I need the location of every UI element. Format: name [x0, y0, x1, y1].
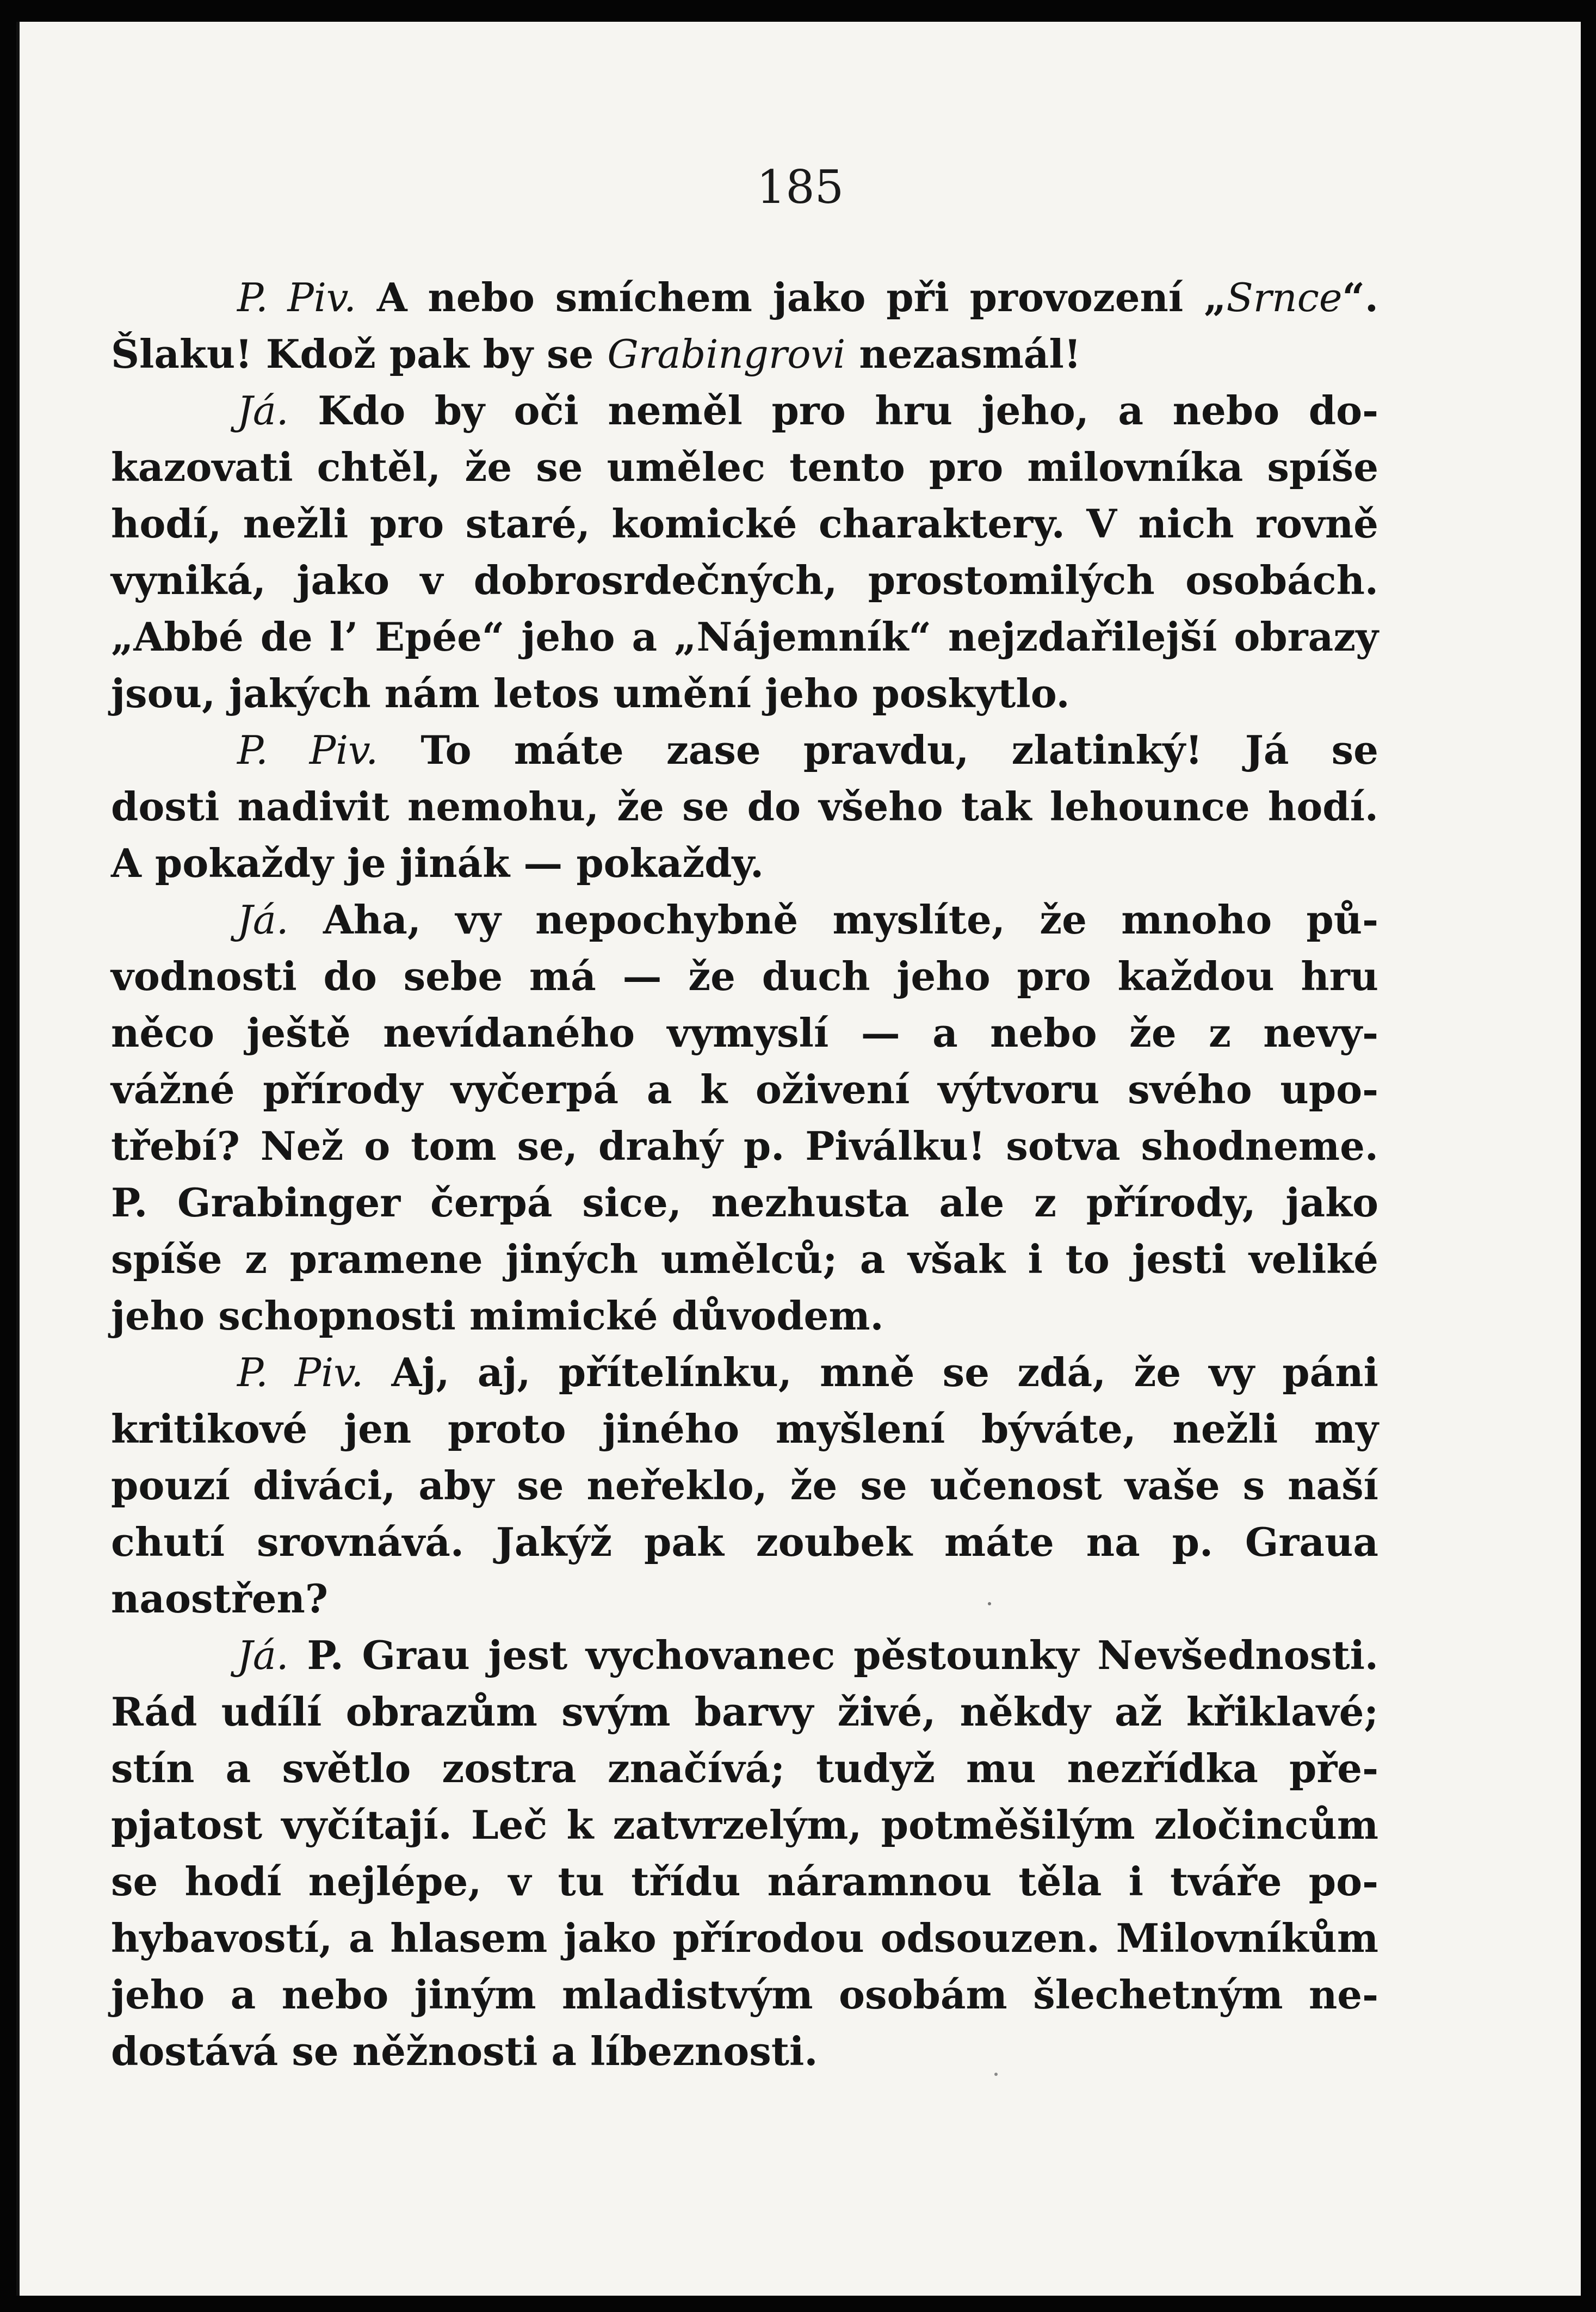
text-line: [111, 1288, 1378, 1344]
page-number: 185: [756, 160, 844, 214]
text-run: spíše z pramene jiných umělců; a však i to jesti veliké: [111, 1236, 1378, 1282]
text-line: [111, 1853, 1378, 1910]
text-line: [111, 1514, 1378, 1571]
text-line: [111, 1740, 1378, 1797]
text-run: chutí srovnává. Jakýž pak zoubek máte na p. Graua: [111, 1519, 1378, 1565]
text-line: [111, 1684, 1378, 1740]
text-line: [111, 1005, 1378, 1061]
text-run: dosti nadivit nemohu, že se do všeho tak lehounce hodí.: [111, 783, 1378, 830]
text-line: [111, 552, 1378, 609]
text-run: vodnosti do sebe má — že duch jeho pro každou hru: [111, 953, 1378, 999]
text-line: [111, 1401, 1378, 1457]
text-run: Kdo by oči neměl pro hru jeho, a nebo do-: [288, 387, 1378, 434]
text-line: [237, 1627, 1378, 1684]
text-line: [111, 1910, 1378, 1967]
text-line: [111, 1967, 1378, 2023]
text-run: A nebo smíchem jako při provození „: [356, 274, 1227, 320]
scan-speck: [988, 1602, 991, 1605]
text-run: pouzí diváci, aby se neřeklo, že se učenost vaše s naší: [111, 1462, 1378, 1509]
text-run: kritikové jen proto jiného myšlení býváte, nežli my: [111, 1406, 1378, 1452]
book-page: [16, 22, 1581, 2296]
text-run: Aj, aj, přítelínku, mně se zdá, že vy páni: [363, 1349, 1379, 1395]
text-run: dostává se něžnosti a líbeznosti.: [111, 2028, 818, 2074]
text-run: stín a světlo zostra značívá; tudyž mu nezřídka pře-: [111, 1745, 1378, 1791]
text-run: pjatost vyčítají. Leč k zatvrzelým, potměšilým zločincům: [111, 1802, 1378, 1848]
text-line: [111, 609, 1378, 665]
text-line: [111, 1797, 1378, 1853]
text-line: [111, 835, 1378, 892]
speaker-label: P. Piv.: [237, 1350, 364, 1395]
text-line: [237, 382, 1378, 439]
text-run: To máte zase pravdu, zlatinký! Já se: [378, 727, 1378, 773]
text-run: vážné přírody vyčerpá a k oživení výtvoru svého upo-: [111, 1066, 1378, 1112]
text-run: Šlaku! Kdož pak by se: [111, 331, 608, 377]
text-run: třebí? Než o tom se, drahý p. Piválku! sotva shodneme.: [111, 1123, 1378, 1169]
text-run: jsou, jakých nám letos umění jeho poskytlo.: [111, 670, 1070, 716]
text-line: [111, 1061, 1378, 1118]
text-run: Aha, vy nepochybně myslíte, že mnoho pů-: [288, 897, 1378, 943]
text-line: [111, 2023, 1378, 2080]
speaker-label: Grabingrovi: [607, 331, 846, 377]
text-line: [111, 439, 1378, 496]
text-run: hybavostí, a hlasem jako přírodou odsouzen. Milovníkům: [111, 1915, 1378, 1961]
speaker-label: Já.: [237, 388, 289, 434]
speaker-label: Já.: [237, 897, 289, 943]
speaker-label: P. Piv.: [237, 275, 356, 320]
text-line: [237, 269, 1378, 326]
text-run: A pokaždy je jinák — pokaždy.: [111, 840, 764, 886]
text-line: [111, 778, 1378, 835]
speaker-label: P. Piv.: [237, 727, 379, 773]
text-run: jeho a nebo jiným mladistvým osobám šlechetným ne-: [111, 1971, 1378, 2018]
text-line: [111, 1174, 1378, 1231]
scan-speck: [994, 2073, 998, 2076]
text-line: [237, 892, 1378, 948]
text-line: [237, 722, 1378, 778]
text-line: [111, 1571, 1378, 1627]
text-line: [237, 1344, 1378, 1401]
text-run: kazovati chtěl, že se umělec tento pro milovníka spíše: [111, 444, 1378, 490]
text-line: [111, 326, 1378, 382]
text-run: Rád udílí obrazům svým barvy živé, někdy až křiklavé;: [111, 1689, 1378, 1735]
text-line: [111, 1457, 1378, 1514]
text-run: hodí, nežli pro staré, komické charaktery. V nich rovně: [111, 500, 1378, 547]
text-run: P. Grabinger čerpá sice, nezhusta ale z přírody, jako: [111, 1179, 1378, 1226]
text-line: [111, 665, 1378, 722]
text-run: něco ještě nevídaného vymyslí — a nebo že z nevy-: [111, 1010, 1378, 1056]
text-run: nezasmál!: [845, 331, 1081, 377]
text-run: “.: [1342, 274, 1378, 320]
text-line: [111, 1231, 1378, 1288]
speaker-label: Srnce: [1226, 275, 1343, 320]
speaker-label: Já.: [237, 1633, 289, 1678]
text-run: se hodí nejlépe, v tu třídu náramnou těla i tváře po-: [111, 1858, 1378, 1905]
text-run: jeho schopnosti mimické důvodem.: [111, 1293, 884, 1339]
text-run: P. Grau jest vychovanec pěstounky Nevšednosti.: [288, 1632, 1378, 1678]
text-line: [111, 1118, 1378, 1174]
text-run: vyniká, jako v dobrosrdečných, prostomilých osobách.: [111, 557, 1378, 603]
text-line: [111, 948, 1378, 1005]
text-run: „Abbé de l’ Epée“ jeho a „Nájemník“ nejzdařilejší obrazy: [111, 614, 1378, 660]
text-run: naostřen?: [111, 1575, 329, 1622]
text-line: [111, 496, 1378, 552]
